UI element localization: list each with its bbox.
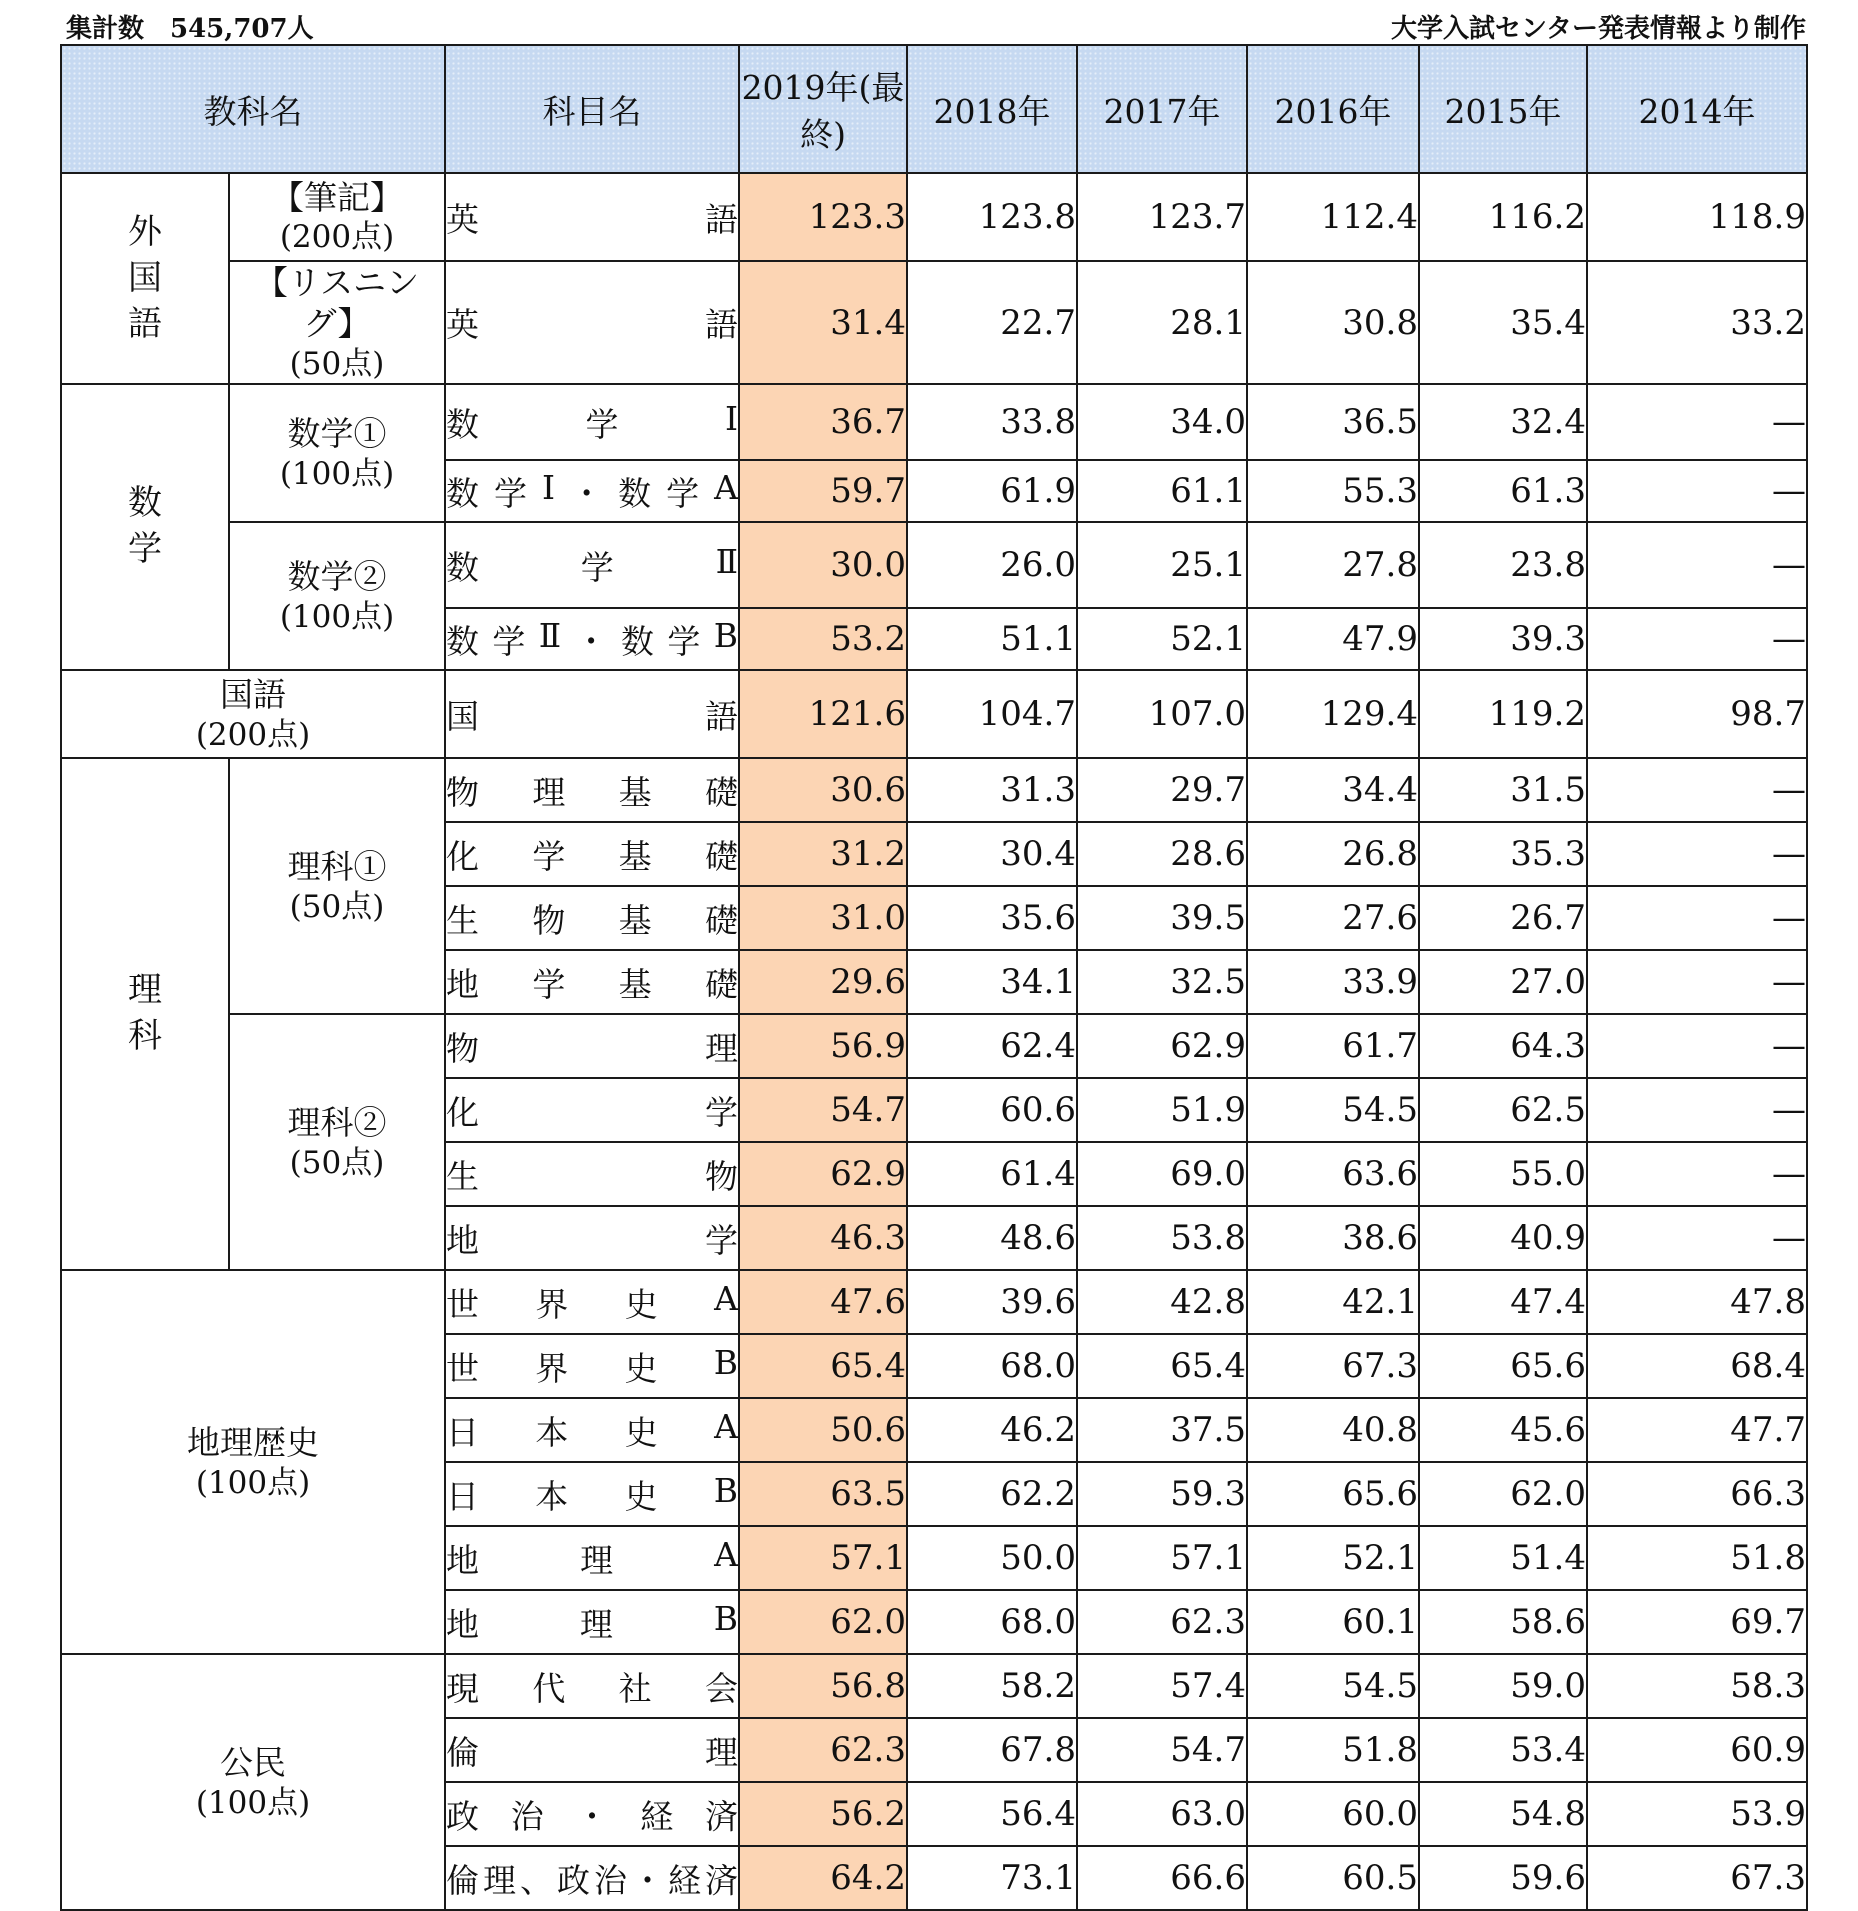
score-cell: 32.4 <box>1419 384 1587 460</box>
subject-name: 生 物 <box>446 1156 738 1196</box>
group-points: (100点) <box>279 598 395 635</box>
group-points: (100点) <box>279 455 395 492</box>
score-cell: 64.3 <box>1419 1014 1587 1078</box>
score-cell: 60.0 <box>1247 1782 1419 1846</box>
group-points: (50点) <box>289 345 385 382</box>
score-cell: 59.3 <box>1077 1462 1247 1526</box>
score-cell: 30.4 <box>907 822 1077 886</box>
subgroup-math1 <box>229 384 445 522</box>
group-name: 理科① <box>287 847 387 887</box>
group-name: 【筆記】 <box>271 178 403 217</box>
group-points: (50点) <box>289 1144 385 1181</box>
score-cell: 123.8 <box>907 173 1077 261</box>
score-cell: 28.6 <box>1077 822 1247 886</box>
average-score-table <box>60 44 1808 1911</box>
score-cell-2019: 62.0 <box>739 1590 907 1654</box>
score-cell: 62.4 <box>907 1014 1077 1078</box>
score-cell-2019: 57.1 <box>739 1526 907 1590</box>
score-cell: 42.8 <box>1077 1270 1247 1334</box>
subject-name: 生 物 基 礎 <box>446 900 738 940</box>
score-cell: 60.9 <box>1587 1718 1807 1782</box>
score-cell: 65.4 <box>1077 1334 1247 1398</box>
score-cell: 129.4 <box>1247 670 1419 758</box>
column-header-2015: 2015年 <box>1419 45 1587 173</box>
subject-name: 世 界 史 B <box>446 1342 738 1388</box>
score-cell: 66.6 <box>1077 1846 1247 1910</box>
subject-cell <box>445 1846 739 1910</box>
score-cell-2019: 59.7 <box>739 460 907 522</box>
group-name: 数学① <box>287 414 387 454</box>
subject-cell <box>445 1462 739 1526</box>
score-cell: 68.0 <box>907 1590 1077 1654</box>
score-cell: 67.3 <box>1587 1846 1807 1910</box>
subject-cell <box>445 1014 739 1078</box>
subject-cell <box>445 1654 739 1718</box>
score-cell: 26.8 <box>1247 822 1419 886</box>
subject-cell <box>445 608 739 670</box>
score-cell-2019: 53.2 <box>739 608 907 670</box>
score-cell-2019: 30.6 <box>739 758 907 822</box>
score-cell: 118.9 <box>1587 173 1807 261</box>
score-cell-2019: 56.8 <box>739 1654 907 1718</box>
score-cell: 54.5 <box>1247 1078 1419 1142</box>
score-cell: 56.4 <box>907 1782 1077 1846</box>
score-cell: 67.8 <box>907 1718 1077 1782</box>
subject-cell <box>445 1782 739 1846</box>
group-label: 理科 <box>128 970 162 1057</box>
score-cell: 62.3 <box>1077 1590 1247 1654</box>
score-cell: 61.1 <box>1077 460 1247 522</box>
group-name: 【リスニング】 <box>254 263 420 344</box>
table-row <box>61 261 1807 384</box>
subgroup-science1 <box>229 758 445 1014</box>
score-cell: 47.4 <box>1419 1270 1587 1334</box>
score-cell: — <box>1587 822 1807 886</box>
score-cell-2019: 62.9 <box>739 1142 907 1206</box>
score-cell: — <box>1587 886 1807 950</box>
column-header-2017: 2017年 <box>1077 45 1247 173</box>
score-cell: 47.9 <box>1247 608 1419 670</box>
score-cell: 123.7 <box>1077 173 1247 261</box>
group-name: 地理歴史 <box>187 1423 319 1463</box>
group-math <box>61 384 229 670</box>
score-cell: 55.3 <box>1247 460 1419 522</box>
subject-name: 数 学 Ⅱ <box>446 541 738 587</box>
score-cell: 63.6 <box>1247 1142 1419 1206</box>
subject-cell <box>445 1590 739 1654</box>
score-cell: 34.0 <box>1077 384 1247 460</box>
score-cell: 98.7 <box>1587 670 1807 758</box>
score-cell-2019: 56.9 <box>739 1014 907 1078</box>
score-cell: 52.1 <box>1077 608 1247 670</box>
table-row <box>61 670 1807 758</box>
score-cell: — <box>1587 950 1807 1014</box>
score-cell: 33.2 <box>1587 261 1807 384</box>
subject-name: 地 理 B <box>446 1598 738 1644</box>
score-cell: 50.0 <box>907 1526 1077 1590</box>
score-cell: — <box>1587 1206 1807 1270</box>
column-header-2014: 2014年 <box>1587 45 1807 173</box>
group-points: (100点) <box>195 1464 311 1501</box>
subject-name: 地 学 基 礎 <box>446 964 738 1004</box>
group-japanese <box>61 670 445 758</box>
subject-cell <box>445 950 739 1014</box>
score-cell: 61.3 <box>1419 460 1587 522</box>
score-cell: 67.3 <box>1247 1334 1419 1398</box>
score-cell: 39.6 <box>907 1270 1077 1334</box>
subject-name: 化 学 基 礎 <box>446 836 738 876</box>
score-cell: 47.7 <box>1587 1398 1807 1462</box>
score-cell: 107.0 <box>1077 670 1247 758</box>
subgroup-listening <box>229 261 445 384</box>
score-cell: 27.6 <box>1247 886 1419 950</box>
score-cell: 61.9 <box>907 460 1077 522</box>
score-cell: 60.5 <box>1247 1846 1419 1910</box>
score-cell: 58.6 <box>1419 1590 1587 1654</box>
score-cell: 55.0 <box>1419 1142 1587 1206</box>
subject-cell <box>445 1142 739 1206</box>
score-cell: 36.5 <box>1247 384 1419 460</box>
score-cell: 68.0 <box>907 1334 1077 1398</box>
group-points: (200点) <box>279 219 395 256</box>
score-cell: 61.7 <box>1247 1014 1419 1078</box>
table-row <box>61 173 1807 261</box>
score-cell: 31.3 <box>907 758 1077 822</box>
score-cell-2019: 62.3 <box>739 1718 907 1782</box>
score-cell-2019: 64.2 <box>739 1846 907 1910</box>
score-cell: — <box>1587 608 1807 670</box>
subject-name: 地 理 A <box>446 1534 738 1580</box>
table-row <box>61 522 1807 608</box>
subject-cell <box>445 1206 739 1270</box>
score-cell: 27.8 <box>1247 522 1419 608</box>
score-cell: — <box>1587 522 1807 608</box>
score-cell: — <box>1587 460 1807 522</box>
score-cell: 69.7 <box>1587 1590 1807 1654</box>
group-name: 国語 <box>220 675 286 715</box>
score-cell: 51.4 <box>1419 1526 1587 1590</box>
score-cell-2019: 54.7 <box>739 1078 907 1142</box>
score-cell-2019: 123.3 <box>739 173 907 261</box>
subject-cell <box>445 670 739 758</box>
score-cell: 39.3 <box>1419 608 1587 670</box>
subject-name: 倫 理 <box>446 1732 738 1772</box>
score-cell: 48.6 <box>907 1206 1077 1270</box>
score-cell: 51.8 <box>1587 1526 1807 1590</box>
score-cell: — <box>1587 1014 1807 1078</box>
header-row <box>61 45 1807 173</box>
table-row <box>61 1654 1807 1718</box>
table-row <box>61 1014 1807 1078</box>
score-cell: 59.0 <box>1419 1654 1587 1718</box>
score-cell: 73.1 <box>907 1846 1077 1910</box>
score-cell: 62.9 <box>1077 1014 1247 1078</box>
score-cell-2019: 30.0 <box>739 522 907 608</box>
total-count-note: 集計数 545,707人 <box>66 14 314 44</box>
subject-name: 倫 理 、 政 治 ・ 経 済 <box>446 1860 738 1900</box>
score-cell: 51.8 <box>1247 1718 1419 1782</box>
subject-cell <box>445 1398 739 1462</box>
table-body <box>61 173 1807 1910</box>
group-label: 数学 <box>128 483 162 570</box>
score-cell: 66.3 <box>1587 1462 1807 1526</box>
score-cell: 35.6 <box>907 886 1077 950</box>
subgroup-science2 <box>229 1014 445 1270</box>
score-cell: 42.1 <box>1247 1270 1419 1334</box>
subject-name: 英 語 <box>446 305 738 345</box>
score-cell: 33.9 <box>1247 950 1419 1014</box>
group-civics <box>61 1654 445 1910</box>
subgroup-math2 <box>229 522 445 670</box>
group-label: 外国語 <box>128 211 162 344</box>
score-cell: 60.1 <box>1247 1590 1419 1654</box>
subject-name: 物 理 基 礎 <box>446 772 738 812</box>
subject-cell <box>445 173 739 261</box>
score-cell-2019: 63.5 <box>739 1462 907 1526</box>
subject-cell <box>445 758 739 822</box>
score-cell: 34.4 <box>1247 758 1419 822</box>
score-cell: 47.8 <box>1587 1270 1807 1334</box>
score-cell: — <box>1587 1142 1807 1206</box>
subgroup-written <box>229 173 445 261</box>
score-cell: 30.8 <box>1247 261 1419 384</box>
score-cell: 51.1 <box>907 608 1077 670</box>
score-cell: 34.1 <box>907 950 1077 1014</box>
subject-cell <box>445 1526 739 1590</box>
score-cell: 62.5 <box>1419 1078 1587 1142</box>
score-cell: — <box>1587 384 1807 460</box>
score-cell-2019: 31.2 <box>739 822 907 886</box>
subject-cell <box>445 1334 739 1398</box>
score-cell: 25.1 <box>1077 522 1247 608</box>
score-cell: 26.7 <box>1419 886 1587 950</box>
subject-name: 日 本 史 B <box>446 1470 738 1516</box>
subject-name: 数 学 Ⅰ ・ 数 学 A <box>446 467 738 513</box>
score-cell: 119.2 <box>1419 670 1587 758</box>
score-cell: 39.5 <box>1077 886 1247 950</box>
score-cell: 40.8 <box>1247 1398 1419 1462</box>
subject-name: 物 理 <box>446 1028 738 1068</box>
score-cell: 61.4 <box>907 1142 1077 1206</box>
score-cell: 46.2 <box>907 1398 1077 1462</box>
score-cell: 62.2 <box>907 1462 1077 1526</box>
table-row <box>61 384 1807 460</box>
group-points: (100点) <box>195 1784 311 1821</box>
source-note: 大学入試センター発表情報より制作 <box>1391 14 1806 44</box>
subject-name: 化 学 <box>446 1092 738 1132</box>
score-cell-2019: 56.2 <box>739 1782 907 1846</box>
group-name: 公民 <box>220 1743 286 1783</box>
column-header-category: 教科名 <box>61 45 445 173</box>
subject-name: 現 代 社 会 <box>446 1668 738 1708</box>
score-cell: 104.7 <box>907 670 1077 758</box>
subject-name: 国 語 <box>446 696 738 736</box>
score-cell: 31.5 <box>1419 758 1587 822</box>
score-cell: 23.8 <box>1419 522 1587 608</box>
score-cell: 65.6 <box>1247 1462 1419 1526</box>
score-cell: 40.9 <box>1419 1206 1587 1270</box>
column-header-2019: 2019年(最終) <box>739 45 907 173</box>
subject-name: 数 学 Ⅰ <box>446 398 738 444</box>
subject-cell <box>445 1270 739 1334</box>
column-header-2018: 2018年 <box>907 45 1077 173</box>
score-cell: 35.4 <box>1419 261 1587 384</box>
score-cell: 54.5 <box>1247 1654 1419 1718</box>
score-cell: 62.0 <box>1419 1462 1587 1526</box>
score-cell-2019: 31.0 <box>739 886 907 950</box>
score-cell: 57.4 <box>1077 1654 1247 1718</box>
subject-cell <box>445 822 739 886</box>
score-cell: — <box>1587 758 1807 822</box>
score-cell-2019: 46.3 <box>739 1206 907 1270</box>
table-row <box>61 1270 1807 1334</box>
score-cell: 52.1 <box>1247 1526 1419 1590</box>
column-header-2016: 2016年 <box>1247 45 1419 173</box>
subject-name: 日 本 史 A <box>446 1406 738 1452</box>
group-points: (50点) <box>289 888 385 925</box>
score-cell: 68.4 <box>1587 1334 1807 1398</box>
score-cell: 51.9 <box>1077 1078 1247 1142</box>
subject-name: 政 治 ・ 経 済 <box>446 1796 738 1836</box>
score-cell: 32.5 <box>1077 950 1247 1014</box>
subject-cell <box>445 384 739 460</box>
score-cell: 53.9 <box>1587 1782 1807 1846</box>
subject-cell <box>445 522 739 608</box>
score-cell: 53.8 <box>1077 1206 1247 1270</box>
score-cell: 28.1 <box>1077 261 1247 384</box>
score-cell: 26.0 <box>907 522 1077 608</box>
score-cell-2019: 29.6 <box>739 950 907 1014</box>
score-cell: 54.7 <box>1077 1718 1247 1782</box>
score-cell: 112.4 <box>1247 173 1419 261</box>
score-cell-2019: 121.6 <box>739 670 907 758</box>
score-cell: 69.0 <box>1077 1142 1247 1206</box>
table-row <box>61 758 1807 822</box>
score-cell-2019: 47.6 <box>739 1270 907 1334</box>
score-cell: 27.0 <box>1419 950 1587 1014</box>
score-cell: 38.6 <box>1247 1206 1419 1270</box>
subject-cell <box>445 1078 739 1142</box>
score-cell: 35.3 <box>1419 822 1587 886</box>
score-cell: 29.7 <box>1077 758 1247 822</box>
group-geography-history <box>61 1270 445 1654</box>
subject-name: 世 界 史 A <box>446 1278 738 1324</box>
subject-name: 数 学 Ⅱ ・ 数 学 B <box>446 615 738 661</box>
score-cell: 116.2 <box>1419 173 1587 261</box>
score-cell-2019: 50.6 <box>739 1398 907 1462</box>
group-foreign-language <box>61 173 229 384</box>
score-cell-2019: 65.4 <box>739 1334 907 1398</box>
group-science <box>61 758 229 1270</box>
score-cell: 57.1 <box>1077 1526 1247 1590</box>
score-cell: 22.7 <box>907 261 1077 384</box>
score-cell: 37.5 <box>1077 1398 1247 1462</box>
subject-cell <box>445 1718 739 1782</box>
score-cell: 63.0 <box>1077 1782 1247 1846</box>
subject-cell <box>445 460 739 522</box>
score-cell: 45.6 <box>1419 1398 1587 1462</box>
score-cell: — <box>1587 1078 1807 1142</box>
score-cell: 54.8 <box>1419 1782 1587 1846</box>
score-cell-2019: 36.7 <box>739 384 907 460</box>
score-cell: 65.6 <box>1419 1334 1587 1398</box>
subject-name: 英 語 <box>446 199 738 239</box>
score-cell: 60.6 <box>907 1078 1077 1142</box>
score-cell-2019: 31.4 <box>739 261 907 384</box>
group-name: 数学② <box>287 557 387 597</box>
score-cell: 58.2 <box>907 1654 1077 1718</box>
column-header-subject: 科目名 <box>445 45 739 173</box>
score-cell: 59.6 <box>1419 1846 1587 1910</box>
subject-name: 地 学 <box>446 1220 738 1260</box>
score-cell: 33.8 <box>907 384 1077 460</box>
group-points: (200点) <box>195 716 311 753</box>
subject-cell <box>445 261 739 384</box>
score-cell: 58.3 <box>1587 1654 1807 1718</box>
group-name: 理科② <box>287 1103 387 1143</box>
subject-cell <box>445 886 739 950</box>
score-cell: 53.4 <box>1419 1718 1587 1782</box>
